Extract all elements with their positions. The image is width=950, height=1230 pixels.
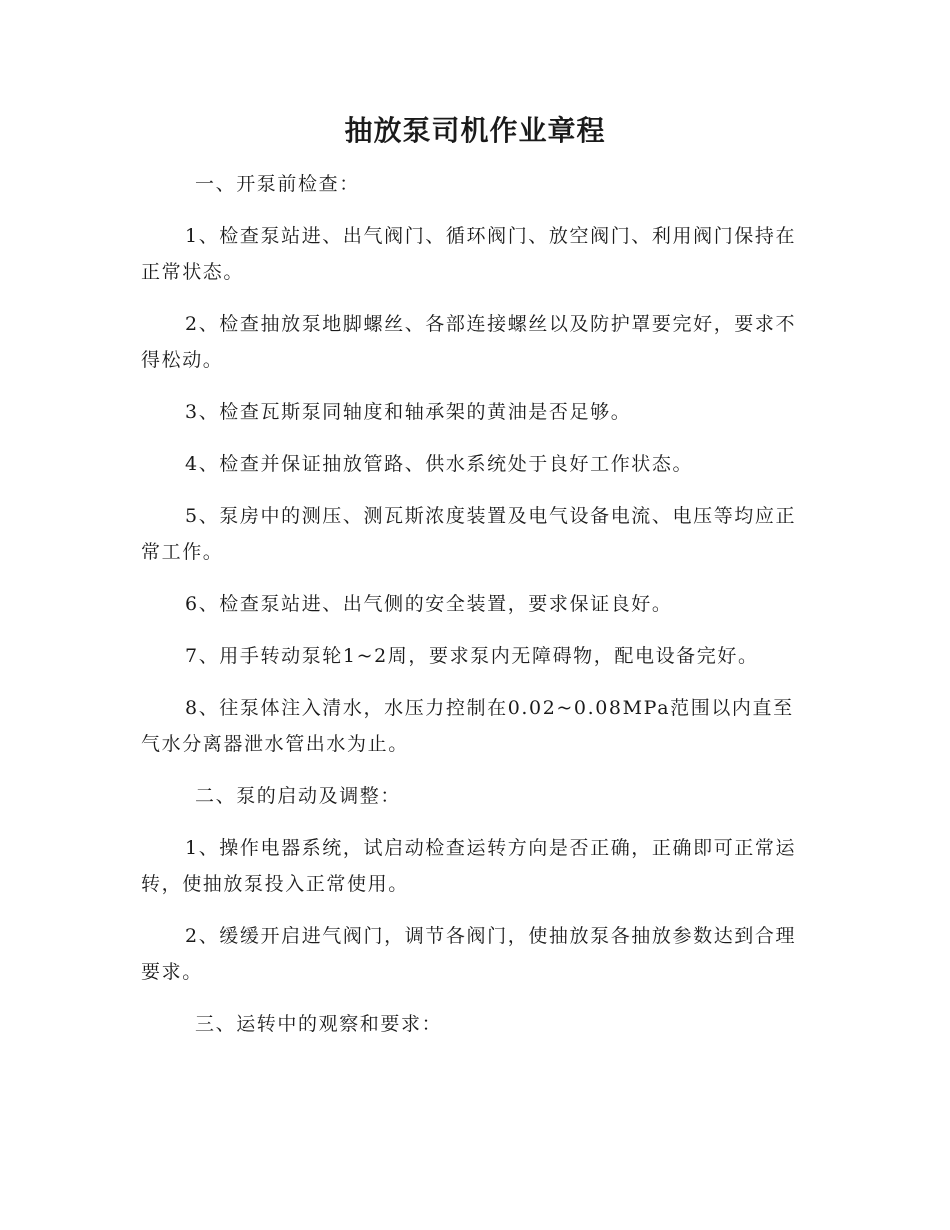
- paragraph: 1、操作电器系统，试启动检查运转方向是否正确，正确即可正常运转，使抽放泵投入正常使用。: [141, 837, 797, 895]
- section-heading-pre-start-check: 一、开泵前检查：: [195, 173, 360, 195]
- paragraph: 5、泵房中的测压、测瓦斯浓度装置及电气设备电流、电压等均应正常工作。: [141, 505, 797, 563]
- section-heading-operation-observation: 三、运转中的观察和要求：: [195, 1013, 443, 1035]
- document-body: [141, 166, 807, 1058]
- section-heading-start-and-adjust: 二、泵的启动及调整：: [195, 785, 402, 807]
- paragraph: 3、检查瓦斯泵同轴度和轴承架的黄油是否足够。: [185, 401, 632, 423]
- paragraph: 4、检查并保证抽放管路、供水系统处于良好工作状态。: [185, 453, 694, 475]
- paragraph: 8、往泵体注入清水，水压力控制在0.02~0.08MPa范围以内直至气水分离器泄水管出水为止。: [141, 697, 794, 755]
- document-title: 抽放泵司机作业章程: [344, 114, 606, 147]
- paragraph: 6、检查泵站进、出气侧的安全装置，要求保证良好。: [185, 593, 673, 615]
- paragraph: 2、检查抽放泵地脚螺丝、各部连接螺丝以及防护罩要完好，要求不得松动。: [141, 313, 797, 371]
- paragraph: 2、缓缓开启进气阀门，调节各阀门，使抽放泵各抽放参数达到合理要求。: [141, 925, 797, 983]
- paragraph: 1、检查泵站进、出气阀门、循环阀门、放空阀门、利用阀门保持在正常状态。: [141, 225, 797, 283]
- paragraph: 7、用手转动泵轮1~2周，要求泵内无障碍物，配电设备完好。: [185, 645, 759, 667]
